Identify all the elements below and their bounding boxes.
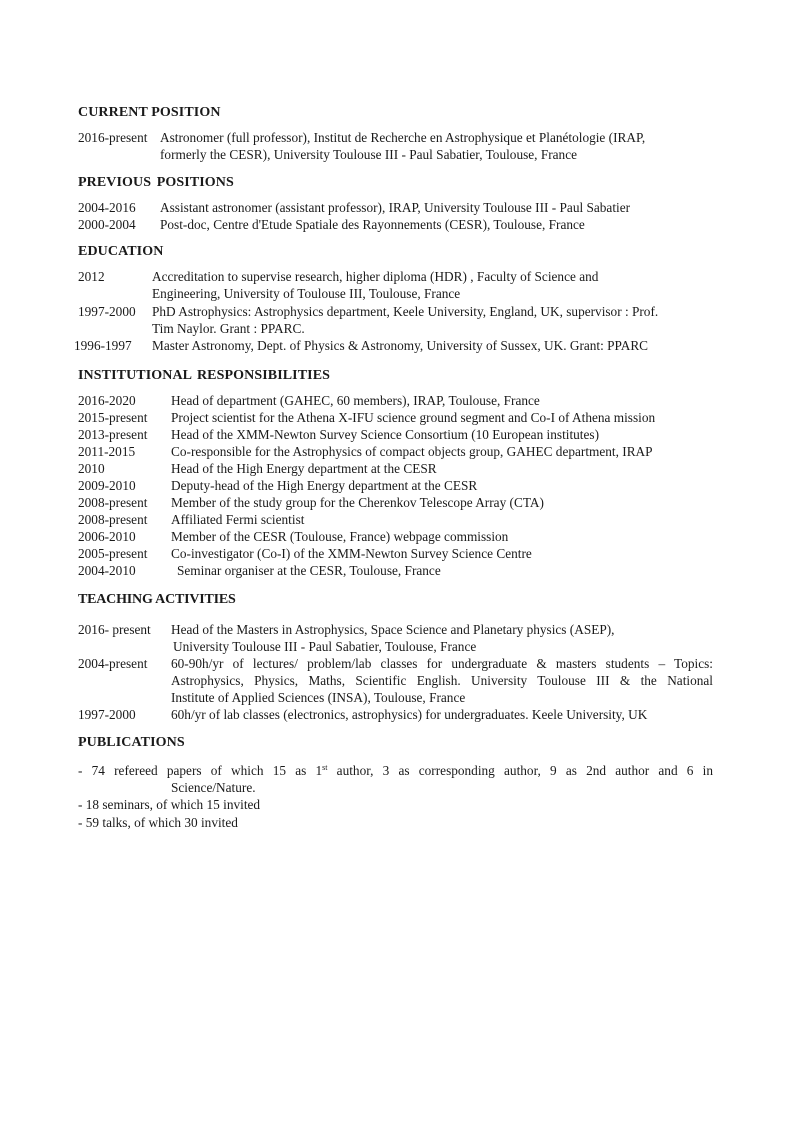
entry-date: 2013-present	[78, 427, 148, 442]
entry-date: 2006-2010	[78, 529, 136, 544]
entry-date: 2016- present	[78, 622, 151, 637]
entry-text-line: Engineering, University of Toulouse III, Toulouse, France	[152, 286, 461, 301]
section-heading-institutional-responsibilities: INSTITUTIONAL RESPONSIBILITIES	[78, 368, 331, 383]
entry-text: Master Astronomy, Dept. of Physics & Astronomy, University of Sussex, UK. Grant: PPARC	[152, 338, 649, 353]
entry-date: 2004-present	[78, 656, 148, 671]
entry-text: Deputy-head of the High Energy department at the CESR	[171, 478, 478, 493]
entry-text-line: Institute of Applied Sciences (INSA), Toulouse, France	[171, 690, 466, 705]
entry-date: 2011-2015	[78, 444, 136, 459]
entry-text-line: formerly the CESR), University Toulouse III - Paul Sabatier, Toulouse, France	[160, 147, 577, 162]
entry-date: 2008-present	[78, 495, 148, 510]
entry-date: 2004-2010	[78, 563, 136, 578]
entry-text: Head of the High Energy department at the CESR	[171, 461, 437, 476]
entry-text-line: PhD Astrophysics: Astrophysics department, Keele University, England, UK, supervisor : Prof.	[152, 304, 659, 319]
papers-text-cont: author, 3 as corresponding author, 9 as 2nd author and 6 in	[327, 763, 713, 778]
entry-date: 2000-2004	[78, 217, 136, 232]
entry-date: 2010	[78, 461, 105, 476]
entry-text: Member of the CESR (Toulouse, France) webpage commission	[171, 529, 509, 544]
entry-text: Co-responsible for the Astrophysics of compact objects group, GAHEC department, IRAP	[171, 444, 653, 459]
entry-text: Post-doc, Centre d'Etude Spatiale des Rayonnements (CESR), Toulouse, France	[160, 217, 585, 232]
entry-text: Co-investigator (Co-I) of the XMM-Newton Survey Science Centre	[171, 546, 532, 561]
publications-papers	[78, 762, 713, 796]
entry-text-line: Tim Naylor. Grant : PPARC.	[152, 321, 305, 336]
entry-text-line: Head of the Masters in Astrophysics, Space Science and Planetary physics (ASEP),	[171, 622, 615, 637]
entry-text: Head of department (GAHEC, 60 members), IRAP, Toulouse, France	[171, 393, 540, 408]
entry-text-line: Astrophysics, Physics, Maths, Scientific English. University Toulouse III & the National	[171, 673, 713, 688]
entry-date: 2005-present	[78, 546, 148, 561]
entry-date: 2016-2020	[78, 393, 136, 408]
entry-text-line: 60-90h/yr of lectures/ problem/lab classes for undergraduate & masters students – Topics:	[171, 656, 713, 671]
entry-text-line: University Toulouse III - Paul Sabatier, Toulouse, France	[173, 639, 477, 654]
entry-date: 2009-2010	[78, 478, 136, 493]
entry-date: 2008-present	[78, 512, 148, 527]
papers-text: - 74 refereed papers of which 15 as 1	[78, 763, 323, 778]
entry-text-line: Astronomer (full professor), Institut de Recherche en Astrophysique et Planétologie (IRAP,	[160, 130, 646, 145]
entry-text: Member of the study group for the Cherenkov Telescope Array (CTA)	[171, 495, 544, 510]
entry-text: Assistant astronomer (assistant professor), IRAP, University Toulouse III - Paul Sabatier	[160, 200, 631, 215]
papers-line-continued: Science/Nature.	[171, 780, 256, 795]
section-heading-current-position: CURRENT POSITION	[78, 105, 221, 120]
section-heading-teaching-activities: TEACHING ACTIVITIES	[78, 592, 236, 607]
entry-text: Affiliated Fermi scientist	[171, 512, 305, 527]
entry-date: 2015-present	[78, 410, 148, 425]
section-heading-publications: PUBLICATIONS	[78, 735, 185, 750]
entry-date: 2016-present	[78, 130, 148, 145]
entry-text: Head of the XMM-Newton Survey Science Consortium (10 European institutes)	[171, 427, 599, 442]
entry-text-line: Accreditation to supervise research, higher diploma (HDR) , Faculty of Science and	[152, 269, 599, 284]
entry-date: 2004-2016	[78, 200, 136, 215]
entry-date: 1996-1997	[74, 338, 132, 353]
entry-date: 1997-2000	[78, 707, 136, 722]
entry-date: 1997-2000	[78, 304, 136, 319]
publications-seminars: - 18 seminars, of which 15 invited	[78, 797, 261, 812]
entry-date: 2012	[78, 269, 105, 284]
entry-text: Seminar organiser at the CESR, Toulouse, France	[177, 563, 441, 578]
ordinal-superscript: st	[322, 763, 328, 772]
section-heading-education: EDUCATION	[78, 244, 164, 259]
entry-text: 60h/yr of lab classes (electronics, astrophysics) for undergraduates. Keele University, UK	[171, 707, 648, 722]
publications-talks: - 59 talks, of which 30 invited	[78, 815, 238, 830]
section-heading-previous-positions: PREVIOUS POSITIONS	[78, 175, 234, 190]
papers-line	[78, 762, 713, 779]
entry-text: Project scientist for the Athena X-IFU science ground segment and Co-I of Athena mission	[171, 410, 656, 425]
